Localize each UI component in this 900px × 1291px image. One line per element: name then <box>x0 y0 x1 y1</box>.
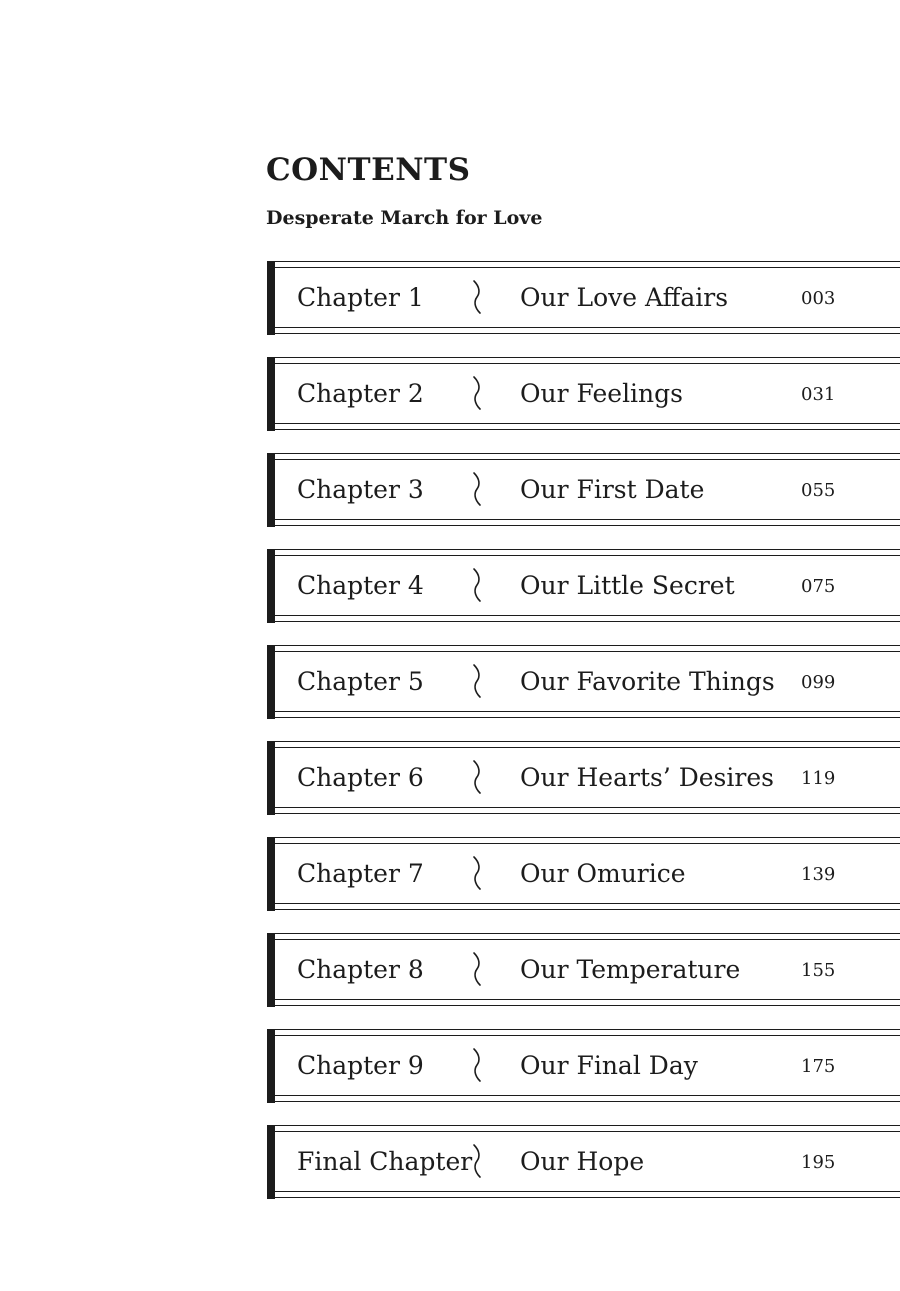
wave-separator-icon <box>469 951 485 987</box>
row-bar <box>267 1029 275 1103</box>
row-bar <box>267 261 275 335</box>
wave-separator-icon <box>469 1047 485 1083</box>
toc-row-chapter-3[interactable] <box>267 453 900 527</box>
row-bar <box>267 741 275 815</box>
toc-row-chapter-2[interactable] <box>267 357 900 431</box>
toc-row-chapter-9[interactable] <box>267 1029 900 1103</box>
toc-row-chapter-4[interactable] <box>267 549 900 623</box>
wave-separator-icon <box>469 279 485 315</box>
row-rule <box>275 453 900 454</box>
row-bar <box>267 1125 275 1199</box>
chapter-title: Our Love Affairs <box>520 283 729 312</box>
row-rule <box>275 357 900 358</box>
row-bar <box>267 357 275 431</box>
page-number: 099 <box>801 672 836 693</box>
row-rule <box>275 717 900 718</box>
row-rule <box>275 429 900 430</box>
row-rule <box>275 363 900 364</box>
chapter-label: Chapter 9 <box>297 1051 424 1080</box>
row-rule <box>275 267 900 268</box>
page-number: 055 <box>801 480 836 501</box>
wave-separator-icon <box>469 759 485 795</box>
wave-separator-icon <box>469 1143 485 1179</box>
toc-row-chapter-7[interactable] <box>267 837 900 911</box>
wave-separator-icon <box>469 375 485 411</box>
chapter-label: Chapter 5 <box>297 667 424 696</box>
chapter-label: Final Chapter <box>297 1147 473 1176</box>
row-rule <box>275 939 900 940</box>
row-rule <box>275 1035 900 1036</box>
row-rule <box>275 999 900 1000</box>
row-bar <box>267 645 275 719</box>
row-rule <box>275 519 900 520</box>
chapter-label: Chapter 8 <box>297 955 424 984</box>
wave-separator-icon <box>469 471 485 507</box>
row-bar <box>267 453 275 527</box>
chapter-title: Our Hope <box>520 1147 645 1176</box>
row-rule <box>275 1197 900 1198</box>
chapter-title: Our Omurice <box>520 859 686 888</box>
wave-separator-icon <box>469 663 485 699</box>
row-rule <box>275 327 900 328</box>
chapter-title: Our Temperature <box>520 955 741 984</box>
chapter-label: Chapter 2 <box>297 379 424 408</box>
row-rule <box>275 741 900 742</box>
chapter-title: Our Favorite Things <box>520 667 775 696</box>
row-rule <box>275 711 900 712</box>
page-number: 075 <box>801 576 836 597</box>
row-rule <box>275 903 900 904</box>
row-rule <box>275 813 900 814</box>
row-rule <box>275 555 900 556</box>
row-rule <box>275 1005 900 1006</box>
page-number: 119 <box>801 768 836 789</box>
row-rule <box>275 651 900 652</box>
row-bar <box>267 549 275 623</box>
page-number: 175 <box>801 1056 836 1077</box>
chapter-label: Chapter 3 <box>297 475 424 504</box>
row-rule <box>275 747 900 748</box>
contents-title: CONTENTS <box>266 152 471 188</box>
page-number: 155 <box>801 960 836 981</box>
row-rule <box>275 837 900 838</box>
row-rule <box>275 459 900 460</box>
toc-row-chapter-1[interactable] <box>267 261 900 335</box>
chapter-title: Our First Date <box>520 475 705 504</box>
page-number: 195 <box>801 1152 836 1173</box>
row-rule <box>275 1125 900 1126</box>
chapter-title: Our Final Day <box>520 1051 698 1080</box>
row-rule <box>275 423 900 424</box>
chapter-title: Our Feelings <box>520 379 683 408</box>
chapter-label: Chapter 1 <box>297 283 424 312</box>
book-subtitle: Desperate March for Love <box>266 207 543 229</box>
page-number: 031 <box>801 384 836 405</box>
row-bar <box>267 933 275 1007</box>
row-rule <box>275 621 900 622</box>
row-rule <box>275 1029 900 1030</box>
chapter-title: Our Hearts’ Desires <box>520 763 774 792</box>
chapter-label: Chapter 4 <box>297 571 424 600</box>
row-rule <box>275 333 900 334</box>
row-rule <box>275 933 900 934</box>
toc-row-chapter-5[interactable] <box>267 645 900 719</box>
wave-separator-icon <box>469 855 485 891</box>
row-rule <box>275 1095 900 1096</box>
page-number: 139 <box>801 864 836 885</box>
row-rule <box>275 1191 900 1192</box>
page-number: 003 <box>801 288 836 309</box>
row-rule <box>275 525 900 526</box>
wave-separator-icon <box>469 567 485 603</box>
row-rule <box>275 1101 900 1102</box>
row-rule <box>275 261 900 262</box>
chapter-label: Chapter 6 <box>297 763 424 792</box>
table-of-contents <box>267 261 900 1221</box>
row-rule <box>275 1131 900 1132</box>
chapter-label: Chapter 7 <box>297 859 424 888</box>
row-rule <box>275 807 900 808</box>
row-rule <box>275 549 900 550</box>
toc-row-chapter-8[interactable] <box>267 933 900 1007</box>
row-rule <box>275 615 900 616</box>
toc-row-final-chapter[interactable] <box>267 1125 900 1199</box>
row-rule <box>275 843 900 844</box>
row-rule <box>275 909 900 910</box>
toc-row-chapter-6[interactable] <box>267 741 900 815</box>
chapter-title: Our Little Secret <box>520 571 735 600</box>
row-rule <box>275 645 900 646</box>
row-bar <box>267 837 275 911</box>
